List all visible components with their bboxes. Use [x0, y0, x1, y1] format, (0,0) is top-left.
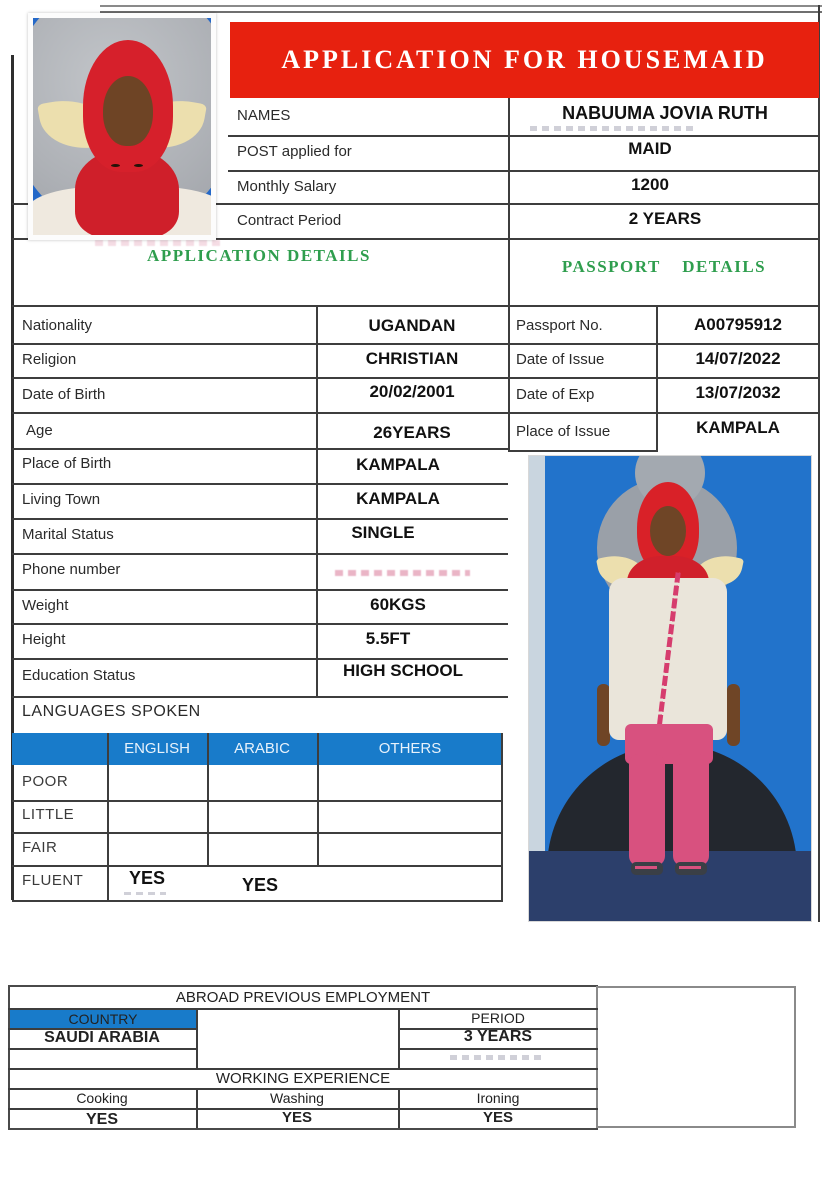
full-body-photo [528, 455, 812, 922]
tunic-trim [654, 572, 680, 746]
field-value-place-issue: KAMPALA [696, 418, 780, 437]
field-label-education: Education Status [22, 667, 136, 684]
applicant-tunic [609, 578, 727, 740]
employment-empty-box [596, 986, 796, 1128]
languages-heading: LANGUAGES SPOKEN [22, 703, 201, 720]
row-line [228, 135, 820, 137]
field-label-passport-no: Passport No. [516, 317, 603, 334]
passport-details-heading: PASSPORT DETAILS [561, 257, 767, 276]
row-line [12, 483, 508, 485]
row-line [508, 450, 658, 452]
field-label-phone: Phone number [22, 561, 121, 578]
application-details-heading: APPLICATION DETAILS [147, 246, 371, 265]
field-value-weight: 60KGS [370, 595, 426, 614]
skill-value-cooking: YES [85, 1111, 118, 1128]
row-line [12, 448, 508, 450]
language-level-poor: POOR [22, 773, 69, 790]
redaction-mark [124, 892, 166, 895]
country-header-cell: COUNTRY [10, 1010, 196, 1028]
field-value-passport-no: A00795912 [694, 315, 782, 334]
field-label-names: NAMES [237, 107, 291, 124]
field-label-age: Age [26, 422, 53, 439]
row-line [12, 832, 503, 834]
country-value: SAUDI ARABIA [44, 1029, 160, 1046]
employment-heading: ABROAD PREVIOUS EMPLOYMENT [175, 989, 431, 1006]
field-label-date-issue: Date of Issue [516, 351, 605, 368]
column-divider [196, 1008, 198, 1068]
table-right-border [501, 733, 503, 900]
field-label-place-issue: Place of Issue [516, 423, 611, 440]
row-line [12, 623, 508, 625]
period-header: PERIOD [471, 1010, 525, 1026]
headshot-photo [28, 13, 216, 240]
field-label-nationality: Nationality [22, 317, 93, 334]
form-right-border [818, 5, 820, 922]
row-line [12, 800, 503, 802]
field-value-salary: 1200 [631, 175, 669, 194]
field-value-dob: 20/02/2001 [369, 382, 455, 401]
field-label-weight: Weight [22, 597, 69, 614]
applicant-arm [727, 684, 740, 746]
section-line [12, 305, 820, 307]
applicant-leg [673, 754, 709, 866]
row-line [12, 900, 503, 902]
top-hairline-1 [100, 5, 822, 7]
working-experience-heading: WORKING EXPERIENCE [215, 1070, 391, 1087]
row-line [12, 412, 508, 414]
period-value: 3 YEARS [463, 1028, 533, 1045]
row-line [12, 865, 503, 867]
field-label-dob: Date of Birth [22, 386, 106, 403]
column-divider [317, 733, 319, 865]
language-level-fluent: FLUENT [22, 872, 84, 889]
row-line [508, 377, 820, 379]
column-divider [107, 733, 109, 900]
field-label-pob: Place of Birth [22, 455, 112, 472]
field-label-post: POST applied for [237, 143, 352, 160]
applicant-leg [629, 754, 665, 866]
page-title: APPLICATION FOR HOUSEMAID [281, 45, 768, 74]
field-label-contract: Contract Period [237, 212, 342, 229]
row-line [8, 1048, 196, 1050]
field-value-date-exp: 13/07/2032 [695, 383, 781, 402]
applicant-face [650, 506, 686, 556]
skill-label-ironing: Ironing [476, 1090, 520, 1106]
field-value-post: MAID [628, 139, 672, 158]
row-line [228, 170, 820, 172]
row-line [12, 343, 508, 345]
row-line [12, 696, 508, 698]
eye [134, 164, 143, 167]
phone-redaction [335, 570, 470, 576]
skill-label-cooking: Cooking [76, 1090, 128, 1106]
languages-col-arabic: ARABIC [234, 740, 290, 757]
field-value-height: 5.5FT [365, 629, 411, 648]
field-value-contract: 2 YEARS [628, 209, 702, 228]
fluent-arabic-value: YES [241, 875, 279, 895]
photo-carpet [529, 851, 812, 922]
field-value-marital: SINGLE [351, 523, 415, 542]
language-level-fair: FAIR [22, 839, 58, 856]
field-value-nationality: UGANDAN [368, 316, 456, 335]
row-line [12, 518, 508, 520]
title-banner [230, 22, 819, 98]
skill-label-washing: Washing [270, 1090, 324, 1106]
row-line [508, 343, 820, 345]
eye [111, 164, 120, 167]
field-value-living-town: KAMPALA [356, 489, 440, 508]
row-line [398, 1048, 598, 1050]
field-label-living-town: Living Town [22, 491, 101, 508]
field-value-education: HIGH SCHOOL [343, 661, 463, 680]
field-value-date-issue: 14/07/2022 [695, 349, 781, 368]
field-value-names: NABUUMA JOVIA RUTH [562, 103, 768, 123]
row-line [12, 553, 508, 555]
field-value-age: 26YEARS [373, 423, 451, 442]
skill-value-washing: YES [281, 1109, 312, 1126]
redaction-mark [530, 126, 695, 131]
column-divider [207, 733, 209, 865]
applicant-foot [675, 862, 707, 875]
row-line [12, 377, 508, 379]
languages-col-others: OTHERS [378, 740, 442, 757]
applicant-foot [631, 862, 663, 875]
field-label-date-exp: Date of Exp [516, 386, 595, 403]
field-label-salary: Monthly Salary [237, 178, 337, 195]
field-label-religion: Religion [22, 351, 77, 368]
skill-value-ironing: YES [482, 1109, 513, 1126]
field-label-marital: Marital Status [22, 526, 114, 543]
row-line [12, 658, 508, 660]
language-level-little: LITTLE [22, 806, 75, 823]
field-value-religion: CHRISTIAN [365, 349, 459, 368]
redaction-mark [450, 1055, 545, 1060]
field-label-height: Height [22, 631, 66, 648]
form-left-border [11, 55, 14, 900]
fluent-english-value: YES [128, 868, 166, 888]
field-value-pob: KAMPALA [356, 455, 440, 474]
row-line [508, 412, 820, 414]
applicant-face [103, 76, 153, 146]
row-line [12, 589, 508, 591]
languages-col-english: ENGLISH [124, 740, 190, 757]
